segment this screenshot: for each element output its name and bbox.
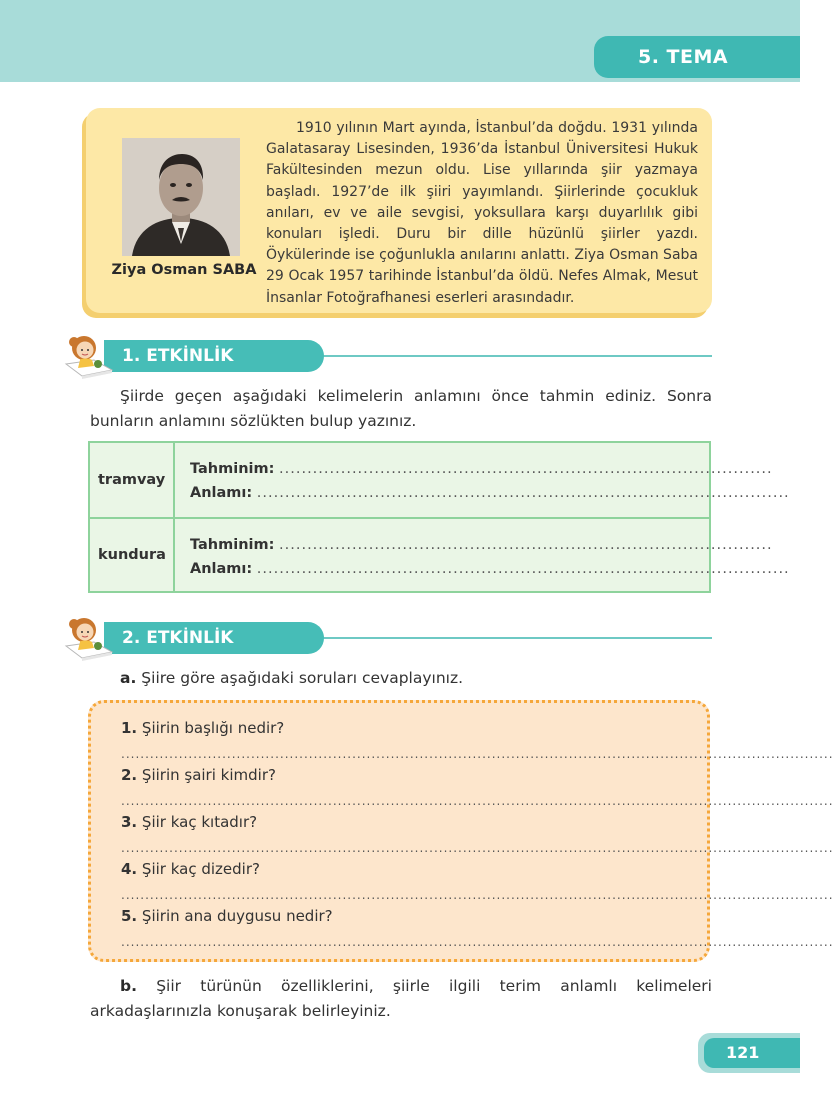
bio-paragraph: 1910 yılının Mart ayında, İstanbul’da doğdu. 1931 yılında Galatasaray Lisesinden, 1936’da İstanbul Üniversitesi Hukuk Fakültesinden mezun oldu. Lise yıllarında şiir yazmaya başladı. 1927’de ilk şiiri yayımlandı. Şiirlerinde çocukluk anıları, ev ve aile sevgisi, yoksullara karşı duyarlılık gibi konuları işledi. Duru bir dille hüzünlü şiirler yazdı. Öykülerinde ise çoğunlukla anılarını anlattı. Ziya Osman Saba 29 Ocak 1957 tarihinde İstanbul’da öldü. Nefes Almak, Mesut İnsanlar Fotoğrafhanesi eserleri arasındadır. [266, 120, 698, 306]
question-number: 2. [121, 766, 138, 784]
activity1-title: 1. ETKİNLİK [104, 340, 324, 372]
girl-mascot-icon [60, 612, 116, 662]
part-b-text: Şiir türünün özelliklerini, şiirle ilgili terim anlamlı kelimeleri arkadaşlarınızla konuşarak belirleyiniz. [90, 977, 712, 1020]
author-portrait [122, 138, 240, 256]
tema-tab: 5. TEMA [594, 36, 800, 78]
activity1-instruction: Şiirde geçen aşağıdaki kelimelerin anlamını önce tahmin ediniz. Sonra bunların anlamını sözlükten bulup yazınız. [90, 387, 712, 430]
page-number: 121 [704, 1038, 800, 1068]
vocab-row [90, 517, 790, 591]
answer-line[interactable]: .................................................................................................................................................... [121, 935, 834, 949]
guess-line[interactable]: Tahminim: ........................................................................................ [190, 537, 773, 553]
guess-label: Tahminim: [190, 537, 275, 553]
meaning-label: Anlamı: [190, 561, 253, 577]
answer-line[interactable]: .................................................................................................................................................... [121, 841, 834, 855]
meaning-line[interactable]: Anlamı: ............................................................................................... [190, 561, 790, 577]
question-text: Şiir kaç dizedir? [141, 860, 260, 878]
question-number: 4. [121, 860, 138, 878]
answer-line[interactable]: .................................................................................................................................................... [121, 747, 834, 761]
meaning-line[interactable]: Anlamı: ............................................................................................... [190, 485, 790, 501]
activity2-title: 2. ETKİNLİK [104, 622, 324, 654]
vocab-word: kundura [90, 519, 175, 591]
question-text: Şiirin şairi kimdir? [141, 766, 276, 784]
meaning-label: Anlamı: [190, 485, 253, 501]
bio-text [266, 118, 698, 309]
activity2-part-a [90, 666, 712, 691]
question-item [121, 719, 681, 737]
questions-box [88, 700, 834, 962]
question-item [121, 907, 681, 925]
part-a-letter: a. [120, 669, 137, 687]
question-text: Şiirin başlığı nedir? [141, 719, 285, 737]
question-text: Şiir kaç kıtadır? [141, 813, 258, 831]
question-item [121, 766, 681, 784]
vocab-table [88, 441, 790, 593]
part-b-letter: b. [120, 977, 137, 995]
activity2-header [60, 618, 712, 658]
girl-mascot-icon [60, 330, 116, 380]
answer-line[interactable]: .................................................................................................................................................... [121, 794, 834, 808]
answer-line[interactable]: .................................................................................................................................................... [121, 888, 834, 902]
activity1-header [60, 336, 712, 376]
vocab-word: tramvay [90, 443, 175, 517]
activity2-part-b [90, 974, 712, 1024]
vocab-row [90, 443, 790, 517]
question-item [121, 813, 681, 831]
question-number: 1. [121, 719, 138, 737]
question-text: Şiirin ana duygusu nedir? [141, 907, 333, 925]
question-number: 3. [121, 813, 138, 831]
guess-label: Tahminim: [190, 461, 275, 477]
author-name: Ziya Osman SABA [111, 262, 257, 278]
page-number-tab [698, 1033, 800, 1073]
question-number: 5. [121, 907, 138, 925]
part-a-text: Şiire göre aşağıdaki soruları cevaplayınız. [141, 669, 464, 687]
question-item [121, 860, 681, 878]
guess-line[interactable]: Tahminim: ........................................................................................ [190, 461, 773, 477]
